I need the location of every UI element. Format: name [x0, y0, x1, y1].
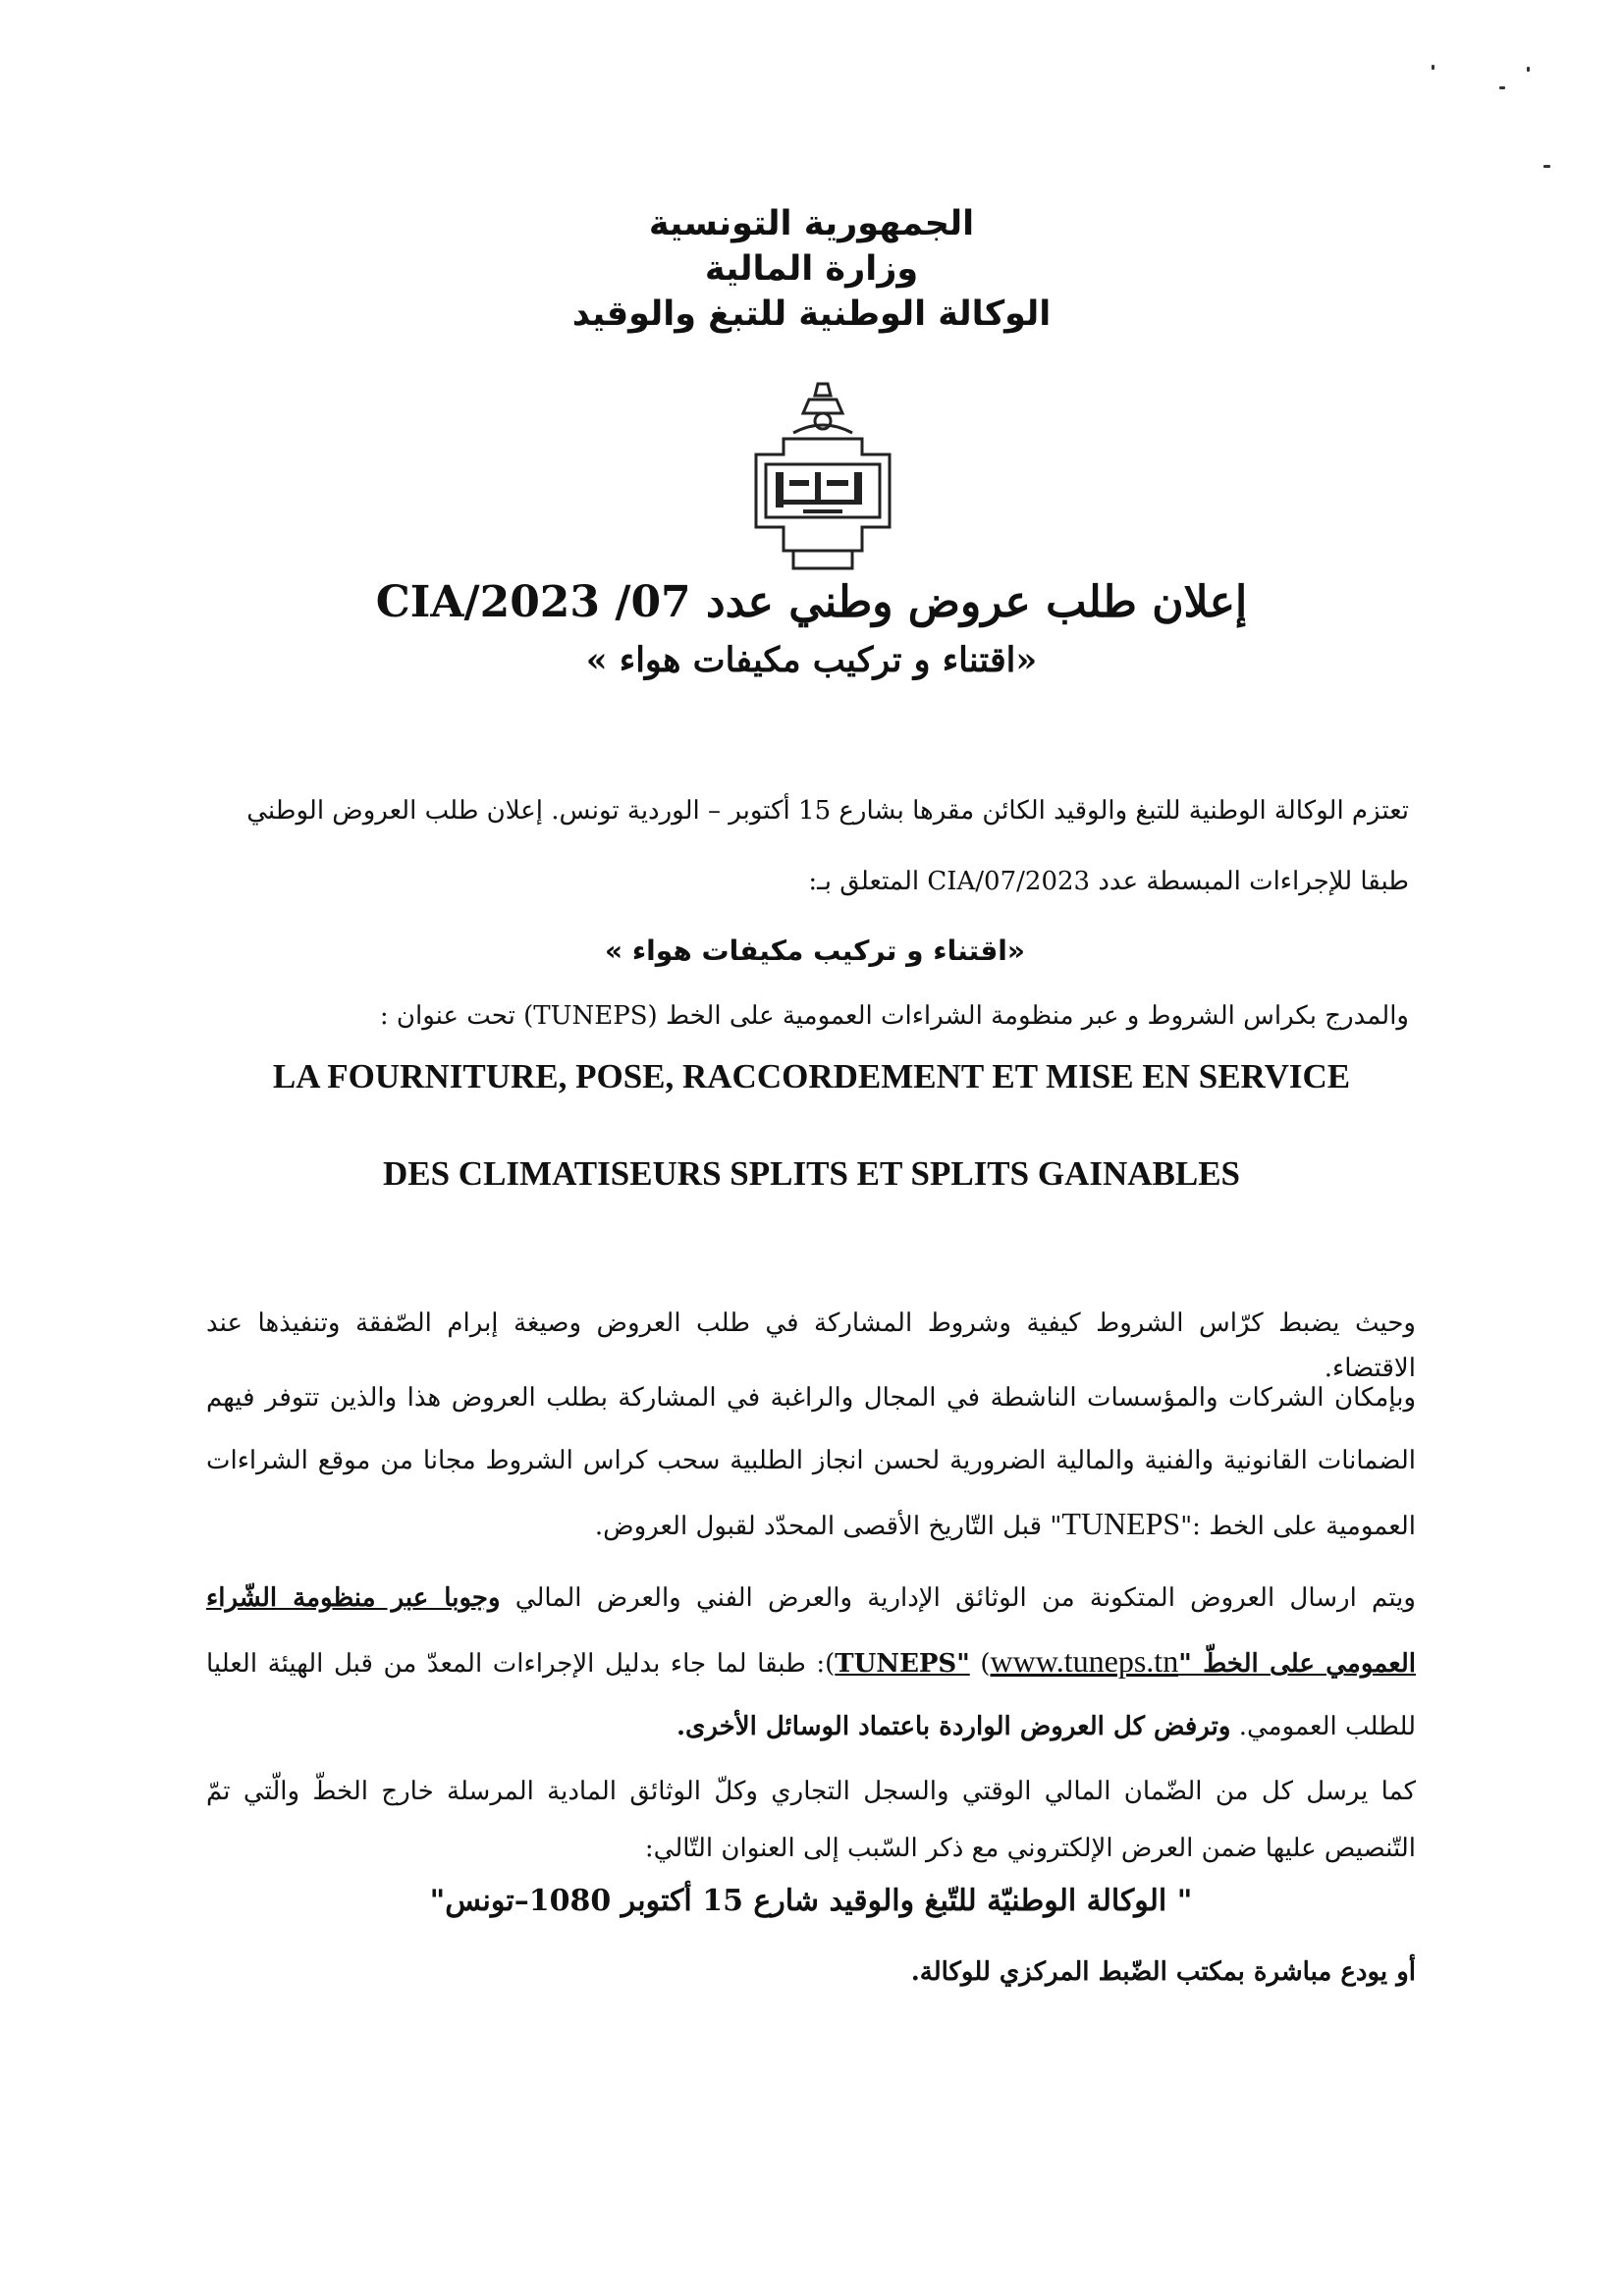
paragraph-eligibility: [206, 1366, 1416, 1558]
announcement-title: إعلان طلب عروض وطني عدد 07/ 2023/CIA: [375, 577, 1248, 627]
intro-subject: «اقتناء و تركيب مكيفات هواء »: [605, 934, 1025, 967]
french-title-line-1: LA FOURNITURE, POSE, RACCORDEMENT ET MISE EN SERVICE: [272, 1057, 1351, 1095]
header-country: الجمهورية التونسية: [648, 204, 975, 243]
intro-line-3: والمدرج بكراس الشروط و عبر منظومة الشراءات العمومية على الخط (TUNEPS) تحت عنوان :: [379, 1001, 1409, 1031]
submission-mandatory: وجوبا عبر منظومة الشّراء العمومي على الخطّ "TUNEPS": [206, 1583, 1416, 1679]
eligibility-deadline: " قبل التّاريخ الأقصى المحدّد لقبول العروض.: [594, 1512, 1062, 1541]
french-title-line-2: DES CLIMATISEURS SPLITS ET SPLITS GAINABLES: [382, 1154, 1241, 1193]
header-ministry: وزارة المالية: [704, 249, 919, 289]
announcement-title-block: [0, 572, 1623, 688]
intro-line-1: تعتزم الوكالة الوطنية للتبغ والوقيد الكائن مقرها بشارع 15 أكتوبر – الوردية تونس. إعلان طلب العروض الوطني: [246, 796, 1409, 826]
issuer-header: [0, 201, 1623, 337]
header-agency: الوكالة الوطنية للتبغ والوقيد: [571, 294, 1052, 334]
intro-line-2: طبقا للإجراءات المبسطة عدد 2023/CIA/07 المتعلق بـ:: [808, 867, 1409, 896]
closing-line: أو يودع مباشرة بمكتب الضّبط المركزي للوكالة.: [910, 1957, 1416, 1987]
agency-address: " الوكالة الوطنيّة للتّبغ والوقيد شارع 15 أكتوبر 1080–تونس": [429, 1884, 1193, 1918]
submission-paren: (: [969, 1649, 991, 1679]
agency-emblem-icon: [725, 378, 921, 574]
paragraph-submission: [206, 1567, 1416, 1758]
announcement-subject: «اقتناء و تركيب مكيفات هواء »: [585, 640, 1038, 680]
submission-text: ويتم ارسال العروض المتكونة من الوثائق الإدارية والعرض الفني والعرض المالي: [500, 1583, 1416, 1613]
eligibility-text: وبإمكان الشركات والمؤسسات الناشطة في المجال والراغبة في المشاركة بطلب العروض هذا والذين تتوفر فيهم الضمانات القانونية والفنية والمالية الضرورية لحسن انجاز الطلبية سحب كراس الشروط مجانا من موقع الشراءات العمومية على الخط :": [206, 1383, 1416, 1541]
tuneps-url-link[interactable]: www.tuneps.tn: [990, 1643, 1179, 1679]
submission-rejection: وترفض كل العروض الواردة باعتماد الوسائل الأخرى.: [676, 1712, 1231, 1741]
paragraph-guarantee: كما يرسل كل من الضّمان المالي الوقتي والسجل التجاري وكلّ الوثائق المادية المرسلة خارج الخطّ والّتي تمّ التّنصيص عليها ضمن العرض الإلكتروني مع ذكر السّبب إلى العنوان التّالي:: [206, 1777, 1416, 1863]
submission-guide: ): طبقا لما جاء بدليل الإجراءات المعدّ من قبل الهيئة العليا للطلب العمومي.: [206, 1649, 1416, 1741]
paragraph-conditions: وحيث يضبط كرّاس الشروط كيفية وشروط المشاركة في طلب العروض وصيغة إبرام الصّفقة وتنفيذها عند الاقتضاء.: [206, 1308, 1416, 1383]
tuneps-label: TUNEPS: [1061, 1506, 1181, 1541]
